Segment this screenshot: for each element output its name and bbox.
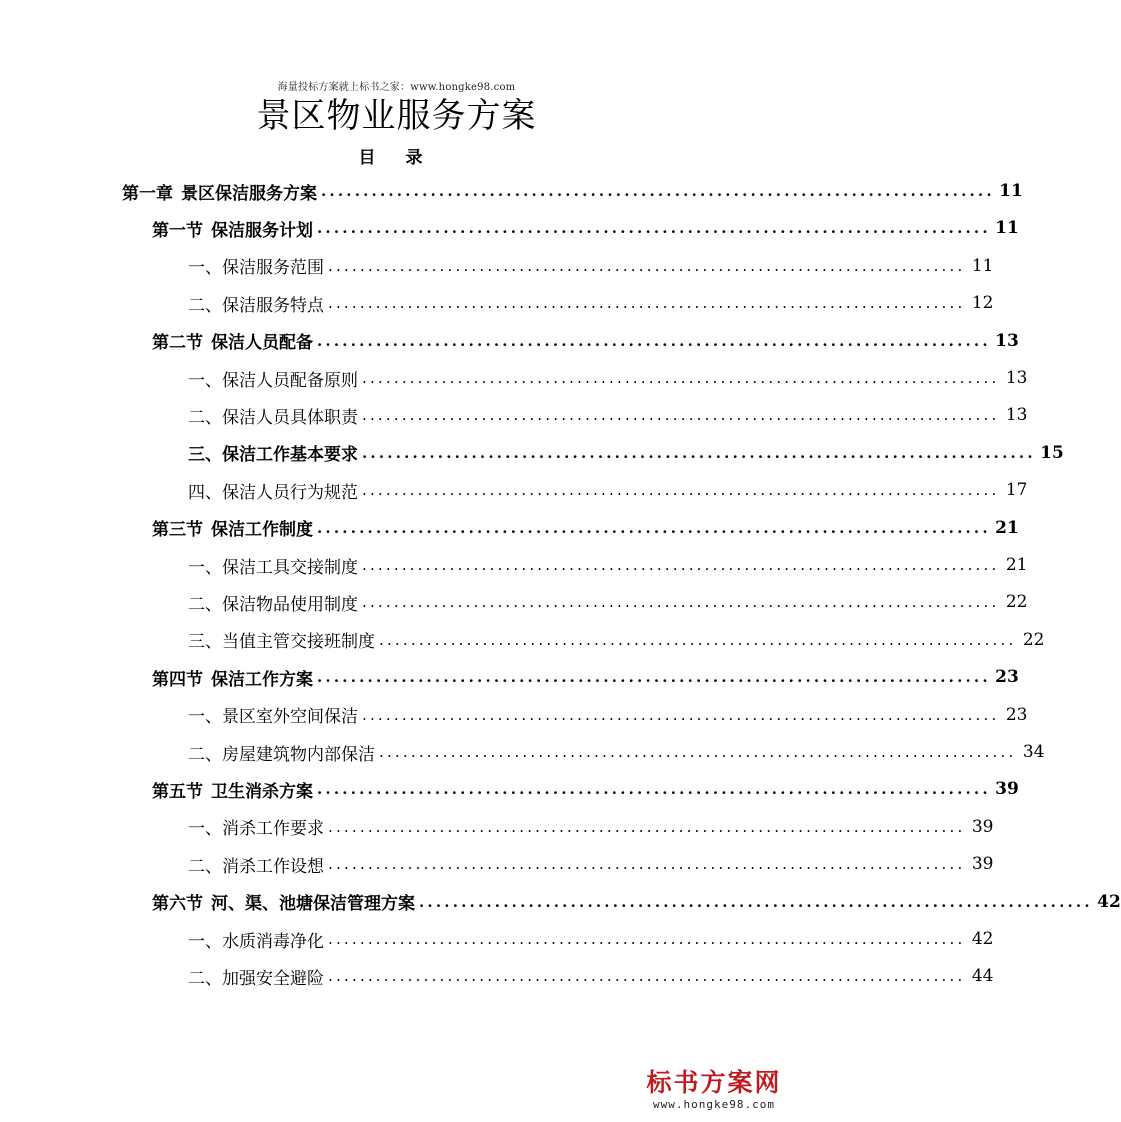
watermark-name: 标书方案网 xyxy=(646,1068,782,1097)
toc-entry-label xyxy=(188,964,328,989)
toc-page-number: 42 xyxy=(1097,891,1121,912)
toc-entry-label xyxy=(188,366,362,391)
toc-entry-text: 三、当值主管交接班制度 xyxy=(188,632,375,653)
toc-page-number: 39 xyxy=(971,816,994,837)
toc-entry-label xyxy=(152,665,317,690)
toc-leader-dots: ................................................................................ xyxy=(362,406,1000,425)
toc-entry-label xyxy=(188,590,362,615)
toc-page-number: 23 xyxy=(1005,704,1028,725)
toc-entry-text: 一、消杀工作要求 xyxy=(188,819,324,840)
toc-leader-dots: ................................................................................ xyxy=(328,967,966,986)
toc-leader-dots: ................................................................................ xyxy=(362,369,1000,387)
toc-entry[interactable] xyxy=(188,922,994,956)
header-note: 海量投标方案就上标书之家：www.hongke98.com xyxy=(277,82,516,93)
toc-entry-text: 保洁服务计划 xyxy=(211,220,313,241)
toc-entry-text: 三、保洁工作基本要求 xyxy=(188,445,358,466)
document-title: 景区物业服务方案 xyxy=(256,96,537,136)
toc-page-number: 22 xyxy=(1022,629,1045,650)
toc-entry-prefix: 第二节 xyxy=(152,333,203,354)
toc-entry-prefix: 第五节 xyxy=(152,781,203,802)
toc-leader-dots: ................................................................................ xyxy=(362,556,1000,574)
toc-entry-label xyxy=(152,777,317,802)
toc-entry-label xyxy=(188,927,328,952)
toc-page-number: 13 xyxy=(1005,368,1028,388)
toc-page-number: 17 xyxy=(1005,480,1028,501)
toc-leader-dots: ................................................................................ xyxy=(328,855,966,874)
toc-entry[interactable] xyxy=(122,174,1023,208)
toc-entry-text: 四、保洁人员行为规范 xyxy=(188,482,358,503)
toc-page-number: 13 xyxy=(995,330,1019,351)
toc-entry-text: 保洁人员配备 xyxy=(211,333,313,354)
toc-entry-text: 一、保洁服务范围 xyxy=(188,258,324,279)
toc-page-number: 12 xyxy=(971,293,994,314)
toc-entry-prefix: 第一章 xyxy=(122,183,173,204)
toc-entry-text: 一、保洁人员配备原则 xyxy=(188,370,358,391)
toc-leader-dots: ................................................................................ xyxy=(328,817,966,836)
toc-entry[interactable] xyxy=(152,511,1019,545)
toc-entry-label xyxy=(188,403,362,428)
toc-entry[interactable] xyxy=(188,548,1028,582)
toc-entry[interactable] xyxy=(188,698,1028,732)
toc-page-number: 11 xyxy=(995,218,1019,239)
toc-entry-label xyxy=(188,553,362,578)
toc-entry[interactable] xyxy=(188,585,1028,619)
toc-entry[interactable] xyxy=(188,249,994,283)
toc-entry[interactable] xyxy=(188,436,1064,470)
toc-leader-dots: ................................................................................ xyxy=(317,518,991,537)
toc-leader-dots: ................................................................................ xyxy=(362,443,1036,462)
toc-heading: 目 录 xyxy=(358,148,435,168)
toc-entry[interactable] xyxy=(188,623,1045,657)
toc-entry-label xyxy=(152,216,317,241)
toc-page-number: 13 xyxy=(1005,405,1028,426)
toc-entry-label xyxy=(188,814,328,839)
toc-entry-label xyxy=(152,889,419,914)
toc-entry-label xyxy=(152,515,317,540)
toc-leader-dots: ................................................................................ xyxy=(328,256,966,275)
toc-page-number: 21 xyxy=(995,517,1019,538)
toc-entry-text: 一、保洁工具交接制度 xyxy=(188,557,358,578)
toc-leader-dots: ................................................................................ xyxy=(317,219,991,238)
toc-page-number: 39 xyxy=(971,854,994,875)
toc-leader-dots: ................................................................................ xyxy=(362,705,1000,724)
toc-entry-label xyxy=(188,440,362,465)
toc-page-number: 42 xyxy=(971,929,994,949)
toc-leader-dots: ................................................................................ xyxy=(379,630,1017,649)
toc-entry-label xyxy=(188,627,379,652)
toc-page-number: 34 xyxy=(1022,742,1045,762)
watermark-logo xyxy=(640,1068,788,1118)
toc-entry[interactable] xyxy=(188,959,994,993)
toc-entry[interactable] xyxy=(188,735,1045,769)
toc-entry[interactable] xyxy=(152,660,1019,694)
toc-entry-prefix: 第三节 xyxy=(152,520,203,541)
toc-entry-label xyxy=(188,852,328,877)
toc-entry-prefix: 第六节 xyxy=(152,894,203,915)
toc-entry-label xyxy=(188,253,328,278)
toc-entry-text: 二、加强安全避险 xyxy=(188,968,324,989)
toc-leader-dots: ................................................................................ xyxy=(321,182,995,200)
toc-leader-dots: ................................................................................ xyxy=(317,780,991,799)
toc-entry-text: 卫生消杀方案 xyxy=(211,781,313,802)
toc-entry-label xyxy=(188,740,379,765)
toc-entry-prefix: 第一节 xyxy=(152,220,203,241)
toc-entry-text: 一、水质消毒净化 xyxy=(188,931,324,952)
toc-entry[interactable] xyxy=(188,810,994,844)
toc-page-number: 11 xyxy=(971,255,994,276)
toc-entry[interactable] xyxy=(188,361,1028,395)
toc-entry-text: 二、房屋建筑物内部保洁 xyxy=(188,744,375,765)
toc-entry[interactable] xyxy=(152,211,1019,245)
toc-entry-text: 一、景区室外空间保洁 xyxy=(188,707,358,728)
toc-entry-label xyxy=(188,702,362,727)
toc-page-number: 23 xyxy=(995,667,1019,688)
toc-leader-dots: ................................................................................ xyxy=(379,743,1017,761)
toc-leader-dots: ................................................................................ xyxy=(317,331,991,350)
toc-entry-prefix: 第四节 xyxy=(152,669,203,690)
toc-entry-text: 保洁工作方案 xyxy=(211,669,313,690)
toc-entry-text: 二、保洁物品使用制度 xyxy=(188,594,358,615)
toc-entry-text: 景区保洁服务方案 xyxy=(181,183,317,204)
toc-entry-text: 二、保洁人员具体职责 xyxy=(188,407,358,428)
toc-page-number: 21 xyxy=(1005,555,1028,575)
toc-page-number: 39 xyxy=(995,779,1019,800)
toc-entry-text: 二、保洁服务特点 xyxy=(188,295,324,316)
toc-entry-text: 河、渠、池塘保洁管理方案 xyxy=(211,894,415,915)
toc-entry-text: 保洁工作制度 xyxy=(211,520,313,541)
toc-page-number: 44 xyxy=(971,966,994,987)
toc-leader-dots: ................................................................................ xyxy=(419,892,1093,911)
toc-entry[interactable] xyxy=(188,847,994,881)
toc-page-number: 22 xyxy=(1005,592,1028,613)
toc-entry[interactable] xyxy=(188,286,994,320)
toc-page-number: 15 xyxy=(1040,442,1064,463)
toc-entry[interactable] xyxy=(152,324,1019,358)
toc-leader-dots: ................................................................................ xyxy=(317,668,991,687)
toc-leader-dots: ................................................................................ xyxy=(328,294,966,313)
toc-entry-label xyxy=(188,478,362,503)
toc-entry-label xyxy=(188,291,328,316)
toc-entry-label xyxy=(152,328,317,353)
toc-leader-dots: ................................................................................ xyxy=(328,930,966,948)
toc-entry[interactable] xyxy=(188,398,1028,432)
toc-entry-text: 二、消杀工作设想 xyxy=(188,856,324,877)
watermark-url: www.hongke98.com xyxy=(653,1098,775,1111)
toc-leader-dots: ................................................................................ xyxy=(362,481,1000,500)
toc-entry-label xyxy=(122,179,321,204)
toc-entry[interactable] xyxy=(152,885,1121,919)
toc-leader-dots: ................................................................................ xyxy=(362,593,1000,612)
toc-entry[interactable] xyxy=(152,772,1019,806)
toc-page-number: 11 xyxy=(999,181,1023,201)
toc-entry[interactable] xyxy=(188,473,1028,507)
